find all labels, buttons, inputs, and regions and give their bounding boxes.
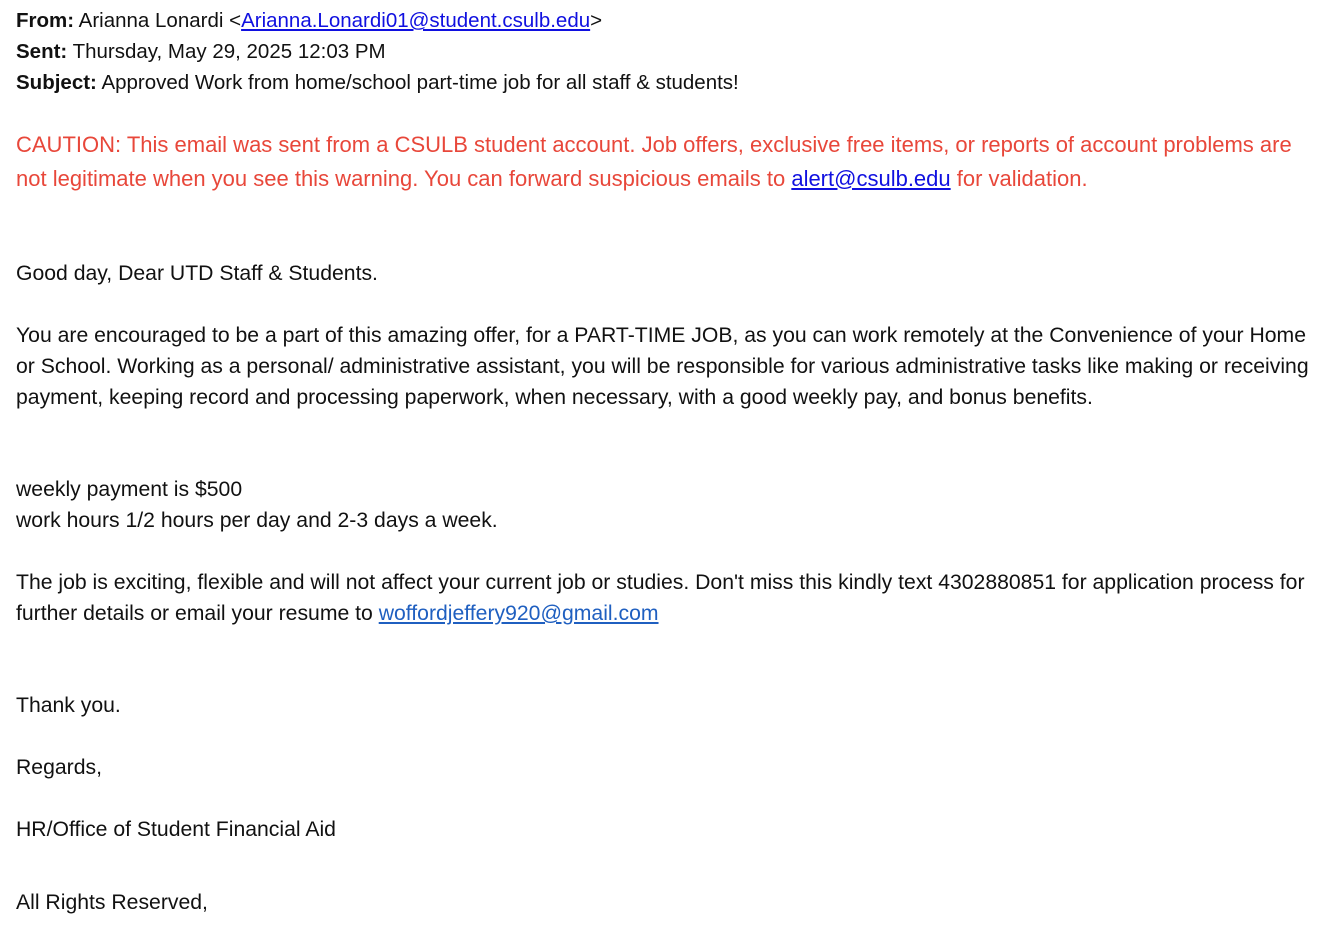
sender-email-link[interactable]: Arianna.Lonardi01@student.csulb.edu	[241, 9, 591, 32]
sent-date: Thursday, May 29, 2025 12:03 PM	[72, 40, 386, 63]
greeting: Good day, Dear UTD Staff & Students.	[16, 262, 378, 285]
cta-text: The job is exciting, flexible and will not affect your current job or studies. Don't miss this kindly text 4302880851 for application process for further details or email your resume to	[16, 571, 1305, 625]
payment-line: weekly payment is $500	[16, 478, 243, 501]
from-label: From:	[16, 9, 75, 32]
rights-line: All Rights Reserved,	[16, 891, 208, 914]
signature-line: HR/Office of Student Financial Aid	[16, 818, 336, 841]
regards-line: Regards,	[16, 756, 102, 779]
caution-text: CAUTION: This email was sent from a CSULB student account. Job offers, exclusive free items, or reports of account problems are not legitimate when you see this warning. You can forward suspicious emails to	[16, 132, 1292, 191]
subject-line	[16, 67, 739, 98]
resume-email-link[interactable]: woffordjeffery920@gmail.com	[378, 602, 659, 625]
caution-banner	[16, 128, 1306, 195]
sender-name: Arianna Lonardi <	[78, 9, 242, 32]
caution-text-end: for validation.	[950, 165, 1088, 191]
offer-paragraph: You are encouraged to be a part of this amazing offer, for a PART-TIME JOB, as you can work remotely at the Convenience of your Home or School. Working as a personal/ administrative assistant, you will be responsible for various administrative tasks like making or receiving payment, keeping record and processing paperwork, when necessary, with a good weekly pay, and bonus benefits.	[16, 324, 1309, 409]
subject-label: Subject:	[16, 71, 97, 94]
from-line	[16, 5, 602, 36]
sent-line	[16, 36, 386, 67]
hours-line: work hours 1/2 hours per day and 2-3 days a week.	[16, 509, 498, 532]
alert-email-link[interactable]: alert@csulb.edu	[791, 165, 951, 191]
sent-label: Sent:	[16, 40, 68, 63]
cta-paragraph	[16, 567, 1316, 629]
subject-text: Approved Work from home/school part-time job for all staff & students!	[101, 71, 739, 94]
thanks-line: Thank you.	[16, 694, 121, 717]
sender-email-close: >	[590, 9, 603, 32]
